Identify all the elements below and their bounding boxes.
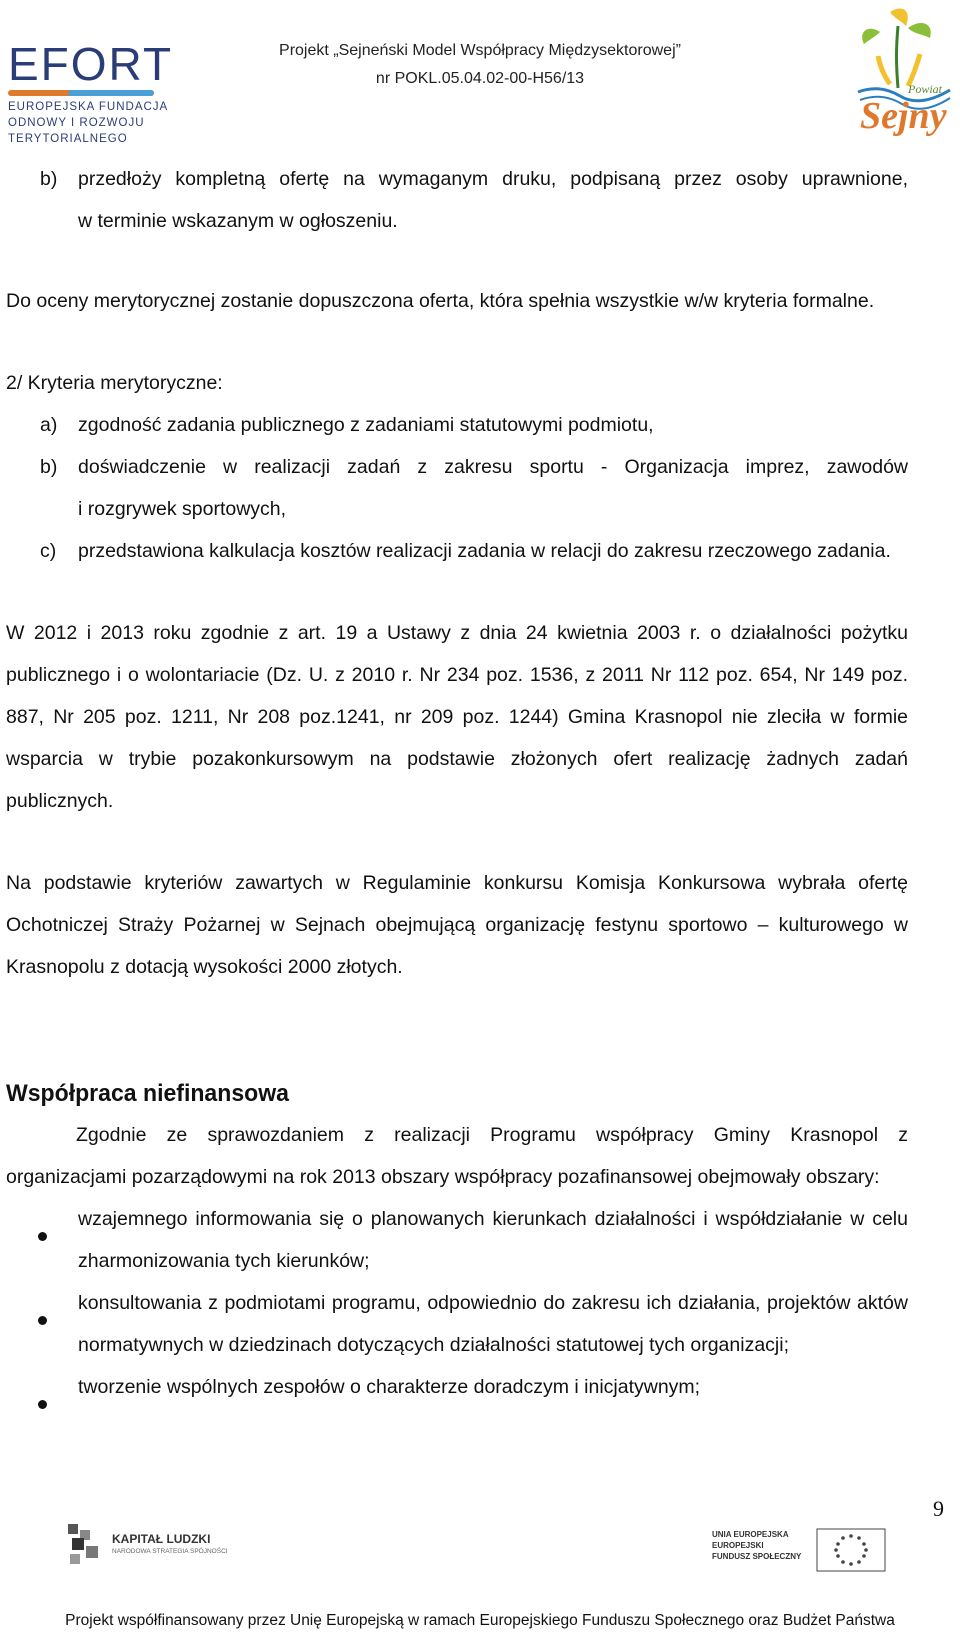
kapital-ludzki-title: KAPITAŁ LUDZKI [112,1532,211,1546]
project-number: nr POKL.05.04.02-00-H56/13 [375,70,585,87]
bullet-3-line-1: tworzenie wspólnych zespołów o charakterze doradczym i inicjatywnym; [78,1376,701,1398]
kapital-ludzki-icon [66,1522,106,1568]
powiat-sejny-logo [850,4,960,138]
eu-flag-icon [816,1528,886,1572]
criterion-b-line-1: doświadczenie w realizacji zadań z zakresu sportu - Organizacja imprez, zawodów [78,456,908,478]
efort-logo-line-1: EUROPEJSKA FUNDACJA [8,101,169,113]
eu-logo-line-1: UNIA EUROPEJSKA [712,1530,789,1539]
criterion-a-label: a) [40,414,58,436]
criterion-c-text: przedstawiona kalkulacja kosztów realizacji zadania w relacji do zakresu rzeczowego zadania. [78,540,891,562]
eu-logo-line-2: EUROPEJSKI [712,1541,764,1550]
item-b-label: b) [40,168,58,190]
kapital-ludzki-subtitle: NARODOWA STRATEGIA SPÓJNOŚCI [112,1548,228,1555]
bullet-2-line-2: normatywnych w dziedzinach dotyczących działalności statutowej tych organizacji; [78,1334,789,1356]
efort-logo-line-3: TERYTORIALNEGO [8,133,128,145]
item-b-line-1: przedłoży kompletną ofertę na wymaganym druku, podpisaną przez osoby uprawnione, [78,168,908,190]
eu-efs-logo [712,1528,902,1574]
bullet-3-dot [38,1400,47,1409]
efort-logo-bar-accent [68,90,154,96]
paragraph-2012-line-4: wsparcia w trybie pozakonkursowym na podstawie złożonych ofert realizację żadnych zadań [6,748,908,770]
criteria-heading: 2/ Kryteria merytoryczne: [6,372,223,394]
funding-footer-text: Projekt współfinansowany przez Unię Europejską w ramach Europejskiego Funduszu Społecznego oraz Budżet Państwa [65,1612,895,1629]
kapital-ludzki-logo [66,1520,236,1572]
efort-logo-word: EFORT [8,38,174,90]
criterion-c-label: c) [40,540,57,562]
paragraph-commission-line-1: Na podstawie kryteriów zawartych w Regulaminie konkursu Komisja Konkursowa wybrała ofertę [6,872,908,894]
paragraph-2012-line-3: 887, Nr 205 poz. 1211, Nr 208 poz.1241, nr 209 poz. 1244) Gmina Krasnopol nie zleciła w formie [6,706,908,728]
paragraph-commission-line-3: Krasnopolu z dotacją wysokości 2000 złotych. [6,956,403,978]
bullet-2-line-1: konsultowania z podmiotami programu, odpowiednio do zakresu ich działania, projektów aktów [78,1292,908,1314]
criterion-b-label: b) [40,456,58,478]
bullet-1-line-1: wzajemnego informowania się o planowanych kierunkach działalności i współdziałanie w celu [78,1208,908,1230]
section-heading: Współpraca niefinansowa [6,1080,289,1107]
paragraph-2012-line-2: publicznego i o wolontariacie (Dz. U. z 2010 r. Nr 234 poz. 1536, z 2011 Nr 112 poz. 654, Nr 149 poz. [6,664,908,686]
item-b-line-2: w terminie wskazanym w ogłoszeniu. [78,210,398,232]
paragraph-2012-line-5: publicznych. [6,790,114,812]
intro-line-2: organizacjami pozarządowymi na rok 2013 obszary współpracy pozafinansowej obejmowały obszary: [6,1166,880,1188]
intro-line-1: Zgodnie ze sprawozdaniem z realizacji Programu współpracy Gminy Krasnopol z [76,1124,908,1146]
sejny-logo-powiat: Powiat [908,82,943,96]
paragraph-2012-line-1: W 2012 i 2013 roku zgodnie z art. 19 a Ustawy z dnia 24 kwietnia 2003 r. o działalności pożytku [6,622,908,644]
bullet-1-line-2: zharmonizowania tych kierunków; [78,1250,370,1272]
paragraph-commission-line-2: Ochotniczej Straży Pożarnej w Sejnach obejmującą organizację festynu sportowo – kulturowego w [6,914,908,936]
eu-logo-line-3: FUNDUSZ SPOŁECZNY [712,1552,802,1561]
criterion-a-text: zgodność zadania publicznego z zadaniami statutowymi podmiotu, [78,414,654,436]
formal-criteria-note: Do oceny merytorycznej zostanie dopuszczona oferta, która spełnia wszystkie w/w kryteria formalne. [6,290,875,312]
efort-logo [8,38,174,145]
page-number: 9 [933,1496,944,1521]
bullet-2-dot [38,1316,47,1325]
bullet-1-dot [38,1232,47,1241]
criterion-b-line-2: i rozgrywek sportowych, [78,498,287,520]
project-title: Projekt „Sejneński Model Współpracy Międzysektorowej” [279,42,681,59]
efort-logo-line-2: ODNOWY I ROZWOJU [8,117,145,129]
sejny-logo-name: Sejny [860,95,947,137]
